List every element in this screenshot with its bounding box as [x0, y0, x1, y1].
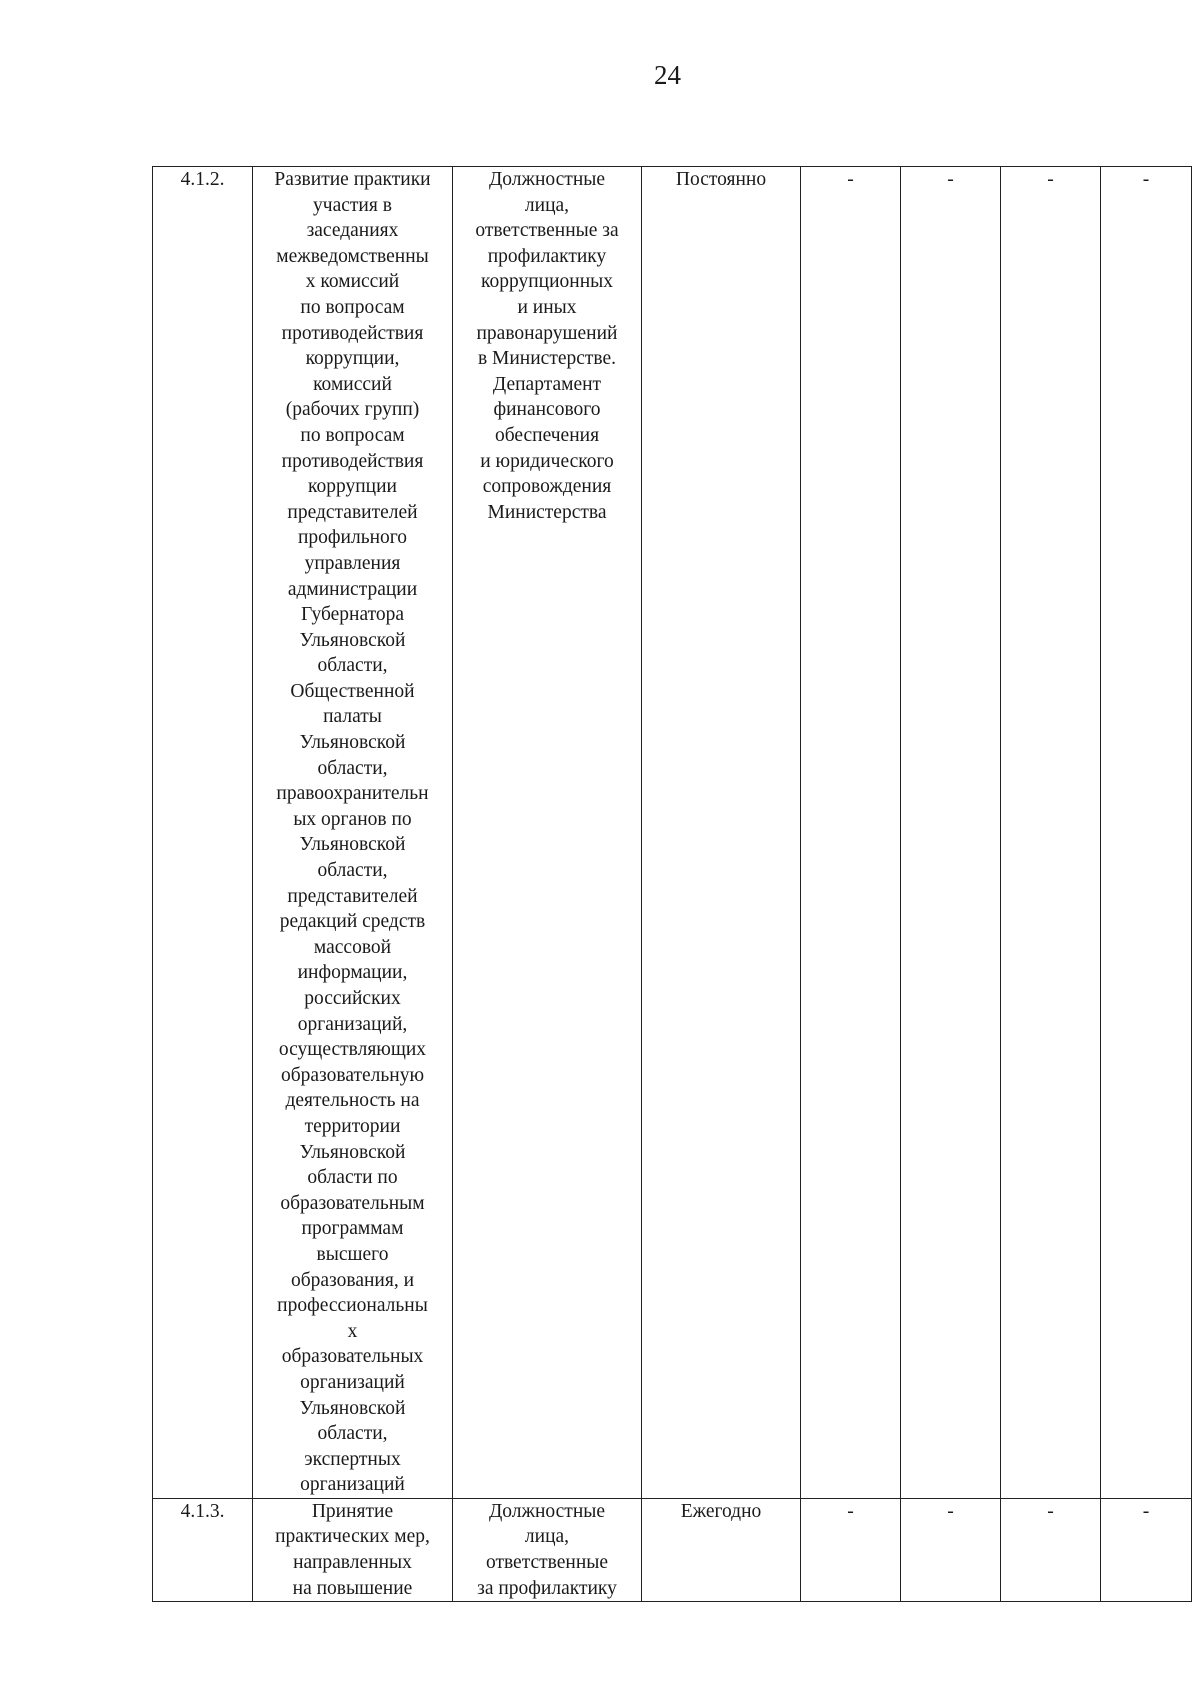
cell-text-line: экспертных — [304, 1448, 401, 1470]
cell-text-line: коррупции, — [305, 348, 400, 370]
responsible-cell — [453, 1498, 642, 1601]
cell-text-line: осуществляющих — [278, 1039, 427, 1061]
cell-text-line: участия в — [313, 194, 392, 216]
cell-text-line: и иных — [517, 296, 577, 318]
value-cell-7: - — [1001, 167, 1101, 1499]
cell-text-line: профессиональны — [277, 1295, 428, 1317]
cell-text-line: организаций, — [297, 1013, 408, 1035]
cell-text-line: комиссий — [313, 373, 392, 395]
cell-text-line: коррупции — [308, 476, 397, 498]
item-number: 4.1.3. — [153, 1498, 253, 1601]
cell-text-line: лица, — [524, 194, 570, 216]
cell-text-line: области, — [317, 1423, 388, 1445]
cell-text-line: Департамент — [492, 373, 602, 395]
cell-text-line: (рабочих групп) — [285, 399, 420, 421]
cell-text-line: образовательных — [281, 1346, 424, 1368]
cell-text-line: Общественной — [290, 680, 415, 702]
value-cell-5: - — [801, 1498, 901, 1601]
cell-text-line: х комиссий — [305, 271, 400, 293]
cell-text-line: представителей — [287, 501, 418, 523]
responsible-cell — [453, 167, 642, 1499]
cell-text-line: Принятие — [311, 1500, 394, 1522]
cell-text-line: Ульяновской — [299, 1141, 406, 1163]
cell-text-line: межведомственны — [276, 245, 429, 267]
cell-text-line: Ульяновской — [299, 1397, 406, 1419]
cell-text-line: практических мер, — [275, 1526, 430, 1548]
cell-text-line: ответственные за — [475, 220, 619, 242]
cell-text-line: управления — [304, 552, 401, 574]
cell-text-line: профилактику — [487, 245, 607, 267]
cell-text-line: области, — [317, 655, 388, 677]
value-cell-8: - — [1101, 167, 1192, 1499]
cell-text-line: ых органов по — [293, 808, 412, 830]
cell-text-line: представителей — [287, 885, 418, 907]
cell-text-line: ответственные — [485, 1552, 609, 1574]
cell-text-line: Должностные — [488, 1500, 606, 1522]
cell-text-line: правоохранительн — [276, 783, 429, 805]
cell-text-line: Развитие практики — [274, 169, 431, 190]
page-number: 24 — [654, 60, 681, 90]
item-number: 4.1.2. — [153, 167, 253, 1499]
measure-cell — [253, 1498, 453, 1601]
cell-text-line: Ульяновской — [299, 629, 406, 651]
value-cell-8: - — [1101, 1498, 1192, 1601]
cell-text-line: области по — [307, 1167, 398, 1189]
cell-text-line: направленных — [293, 1552, 412, 1574]
cell-text-line: на повышение — [292, 1577, 413, 1599]
cell-text-line: массовой — [313, 936, 392, 958]
value-cell-5: - — [801, 167, 901, 1499]
value-cell-6: - — [901, 1498, 1001, 1601]
cell-text-line: организаций — [300, 1371, 405, 1393]
cell-text-line: профильного — [297, 527, 408, 549]
deadline-cell: Постоянно — [642, 167, 801, 1499]
cell-text-line: в Министерстве. — [477, 348, 617, 370]
cell-text-line: правонарушений — [476, 322, 618, 344]
cell-text-line: палаты — [323, 706, 382, 728]
cell-text-line: по вопросам — [300, 296, 405, 318]
cell-text-line: информации, — [297, 962, 408, 984]
cell-text-line: образовательную — [280, 1064, 425, 1086]
cell-text-line: и юридического — [480, 450, 614, 472]
value-cell-6: - — [901, 167, 1001, 1499]
cell-text-line: образовательным — [280, 1192, 425, 1214]
cell-text-line: высшего — [316, 1243, 389, 1265]
cell-text-line: противодействия — [281, 450, 424, 472]
cell-text-line: Министерства — [487, 501, 607, 523]
table-row — [153, 1498, 1192, 1601]
cell-text-line: организаций — [300, 1474, 405, 1496]
deadline-cell: Ежегодно — [642, 1498, 801, 1601]
cell-text-line: заседаниях — [306, 220, 399, 242]
cell-text-line: за профилактику — [477, 1577, 617, 1599]
cell-text-line: х — [347, 1320, 358, 1342]
cell-text-line: Должностные — [488, 169, 606, 190]
cell-text-line: деятельность на — [285, 1090, 420, 1112]
cell-text-line: лица, — [524, 1526, 570, 1548]
cell-text-line: финансового — [493, 399, 601, 421]
value-cell-7: - — [1001, 1498, 1101, 1601]
table-row — [153, 167, 1192, 1499]
cell-text-line: Ульяновской — [299, 732, 406, 754]
cell-text-line: российских — [304, 988, 401, 1009]
cell-text-line: территории — [304, 1115, 401, 1137]
cell-text-line: области, — [317, 757, 388, 779]
cell-text-line: сопровождения — [482, 476, 612, 498]
cell-text-line: редакций средств — [279, 911, 426, 933]
cell-text-line: обеспечения — [494, 424, 600, 446]
cell-text-line: области, — [317, 860, 388, 882]
cell-text-line: Губернатора — [300, 604, 405, 626]
plan-table — [152, 166, 1192, 1602]
cell-text-line: Ульяновской — [299, 834, 406, 856]
cell-text-line: администрации — [287, 578, 418, 600]
cell-text-line: по вопросам — [300, 424, 405, 446]
measure-cell — [253, 167, 453, 1499]
cell-text-line: образования, и — [290, 1269, 415, 1291]
cell-text-line: программам — [301, 1218, 404, 1240]
cell-text-line: противодействия — [281, 322, 424, 344]
cell-text-line: коррупционных — [480, 271, 613, 293]
